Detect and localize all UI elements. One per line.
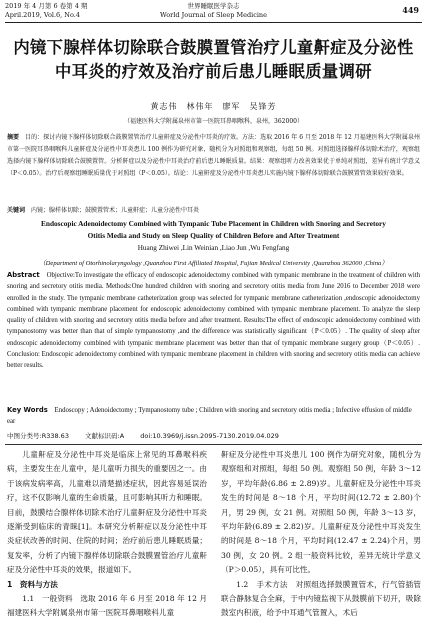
english-abstract xyxy=(7,270,420,372)
classification-line xyxy=(7,431,420,440)
journal-name-en: World Journal of Sleep Medicine xyxy=(160,11,267,19)
english-affiliation: （Department of Otorhinolaryngology ,Quanzhou First Affiliated Hospital, Fujian Medical University ,Quanzhou 362000 ,China） xyxy=(39,260,388,267)
keywords-text: 内镜；腺样体切除；鼓膜置管术；儿童鼾症；儿童分泌性中耳炎 xyxy=(31,207,200,214)
abstract-text: 目的：探讨内镜下腺样体切除联合鼓膜置管治疗儿童鼾症及分泌性中耳炎的疗效。方法：选取 2016 年 6 月至 2018 年 12 月福建医科大学附属泉州市第一医院耳鼻咽喉科儿童鼾症及分泌性中耳炎患儿 100 例作为研究对象，随机分为对照组和观察组，每组 50 例。对照组选择腺样体切除术治疗，观察组选择内镜下腺样体切除联合鼓膜置管。分析鼾症以及分泌性中耳炎治疗前后患儿睡眠质量。结果：观察组听力改善效果优于单纯对照组，差异有统计学意义（P＜0.05）。治疗后观察组睡眠质量优于对照组（P＜0.05）。结论：儿童鼾症及分泌性中耳炎患儿实施内镜下腺样体切除联合鼓膜置管效果较好效果。 xyxy=(7,134,420,177)
journal-name xyxy=(0,2,427,20)
english-keywords-text: Endoscopy ; Adenoidectomy ; Tympanostomy tube ; Children with snoring and secretory otitis media ; Infective effusion of middle ear xyxy=(7,407,412,426)
paper-title xyxy=(10,36,417,84)
english-authors: Huang Zhiwei ,Lin Weinian ,Liao Jun ,Wu Fengfang xyxy=(137,244,290,252)
subsection-1-1: 1.1 一般资料 选取 2016 年 6 月至 2018 年 12 月福建医科大学附属泉州市第一医院耳鼻咽喉科儿童 xyxy=(7,594,207,618)
title-line-2: 中耳炎的疗效及治疗前后患儿睡眠质量调研 xyxy=(55,62,372,81)
english-abstract-text: Objective:To investigate the efficacy of endoscopic adenoidectomy combined with tympanic membrane in the treatment of children with snoring and secretory otitis media. Methods:One hundred children with snoring and secretory otitis media from June 2016 to December 2018 were enrolled in the study. The tympanic membrane catheterization group was selected for tympanic membrane catheterization ,endoscopic adenoidectomy combined with tympanic membrane placement for endoscopic adenoidectomy combined with tympanic membrane placement. To analyze the sleep quality of children with snoring and secretory otitis media before and after treatment. Results:The effect of endoscopic adenoidectomy combined with tympanostomy was better than that of simple tympanostomy ,and the difference was statistically significant（P＜0.05）. The quality of sleep after endoscopic adenoidectomy combined with tympanic membrane placement was better than that of tympanic membrane surgery group（P＜0.05）. Conclusion: Endoscopic adenoidectomy combined with tympanic membrane placement in children with snoring and secretory otitis media can achieve better results. xyxy=(7,272,420,370)
document-code: 文献标识码:A xyxy=(85,432,125,440)
abstract-label: 摘要 xyxy=(7,134,20,141)
body-column-right xyxy=(221,448,421,621)
subsection-1-2: 1.2 手术方法 对照组选择鼓膜置管术，行气管插管联合静脉复合全麻，于中内镜监视下从鼓膜前下切开，吸除鼓室内积液，给予中耳通气管置入，术后 xyxy=(221,579,421,618)
issue-cn: 2019 年 4 月第 6 卷第 4 期 xyxy=(5,2,88,10)
journal-name-cn: 世界睡眠医学杂志 xyxy=(187,2,240,10)
section-heading: 1 资料与方法 xyxy=(7,579,58,589)
body-column-left xyxy=(7,448,207,621)
subjects-paragraph: 鼾症及分泌性中耳炎患儿 100 例作为研究对象，随机分为观察组和对照组，每组 50 例。观察组 50 例，年龄 3～12 岁，平均年龄(6.86 ± 2.89)岁。儿童鼾症及分泌性中耳炎发生的时间是 8～18 个月，平均时间(12.72 ± 2.80)个月，男 29 例，女 21 例。对照组 50 例，年龄 3～13 岁，平均年龄(6.89 ± 2.82)岁。儿童鼾症及分泌性中耳炎发生的时间是 8～18 个月，平均时间(12.47 ± 2.24)个月，男 30 例，女 20 例。2 组一般资料比较，差异无统计学意义（P＞0.05），具有可比性。 xyxy=(221,450,421,575)
english-title xyxy=(7,218,420,241)
affiliation: （福建医科大学附属泉州市第一医院耳鼻咽喉科，泉州，362000） xyxy=(124,118,303,125)
header-rule xyxy=(5,22,422,23)
authors: 黄志伟 林伟年 廖军 吴锋芳 xyxy=(150,102,277,111)
clc-number: 中图分类号:R338.63 xyxy=(7,432,69,440)
english-title-line-2: Otitis Media and Study on Sleep Quality of Children Before and After Treatment xyxy=(87,230,340,240)
keywords-cn xyxy=(7,205,420,217)
english-title-line-1: Endoscopic Adenoidectomy Combined with Tympanic Tube Placement in Children with Snoring and Secretory xyxy=(41,219,386,228)
english-abstract-label: Abstract xyxy=(7,271,40,279)
section-rule xyxy=(5,444,422,445)
english-keywords xyxy=(7,405,420,428)
doi: doi:10.3969/j.issn.2095-7130.2019.04.029 xyxy=(140,432,279,440)
abstract-cn xyxy=(7,132,420,180)
page-number: 449 xyxy=(402,5,419,15)
issue-en: April.2019, Vol.6, No.4 xyxy=(5,11,80,19)
keywords-label: 关键词 xyxy=(7,207,26,214)
title-line-1: 内镜下腺样体切除联合鼓膜置管治疗儿童鼾症及分泌性 xyxy=(13,38,414,57)
english-keywords-label: Key Words xyxy=(7,406,48,414)
intro-paragraph: 儿童鼾症及分泌性中耳炎是临床上常见的耳鼻喉科疾病，主要发生在儿童中，是儿童听力损失的重要因之一。由于该病发病率高，儿童难以清楚描述症状，因此容易延误治疗，这不仅影响儿童的生命质量，且可影响其听力和睡眠。目前，鼓膜结合腺样体切除术治疗儿童鼾症及分泌性中耳炎逐渐受到临床的青睐[1]。本研究分析鼾症以及分泌性中耳炎症状改善的时间、住院的时间；治疗前后患儿睡眠质量；复发率，分析了内镜下腺样体切除联合鼓膜置管治疗儿童鼾症及分泌性中耳炎的效果，报道如下。 xyxy=(7,450,207,575)
